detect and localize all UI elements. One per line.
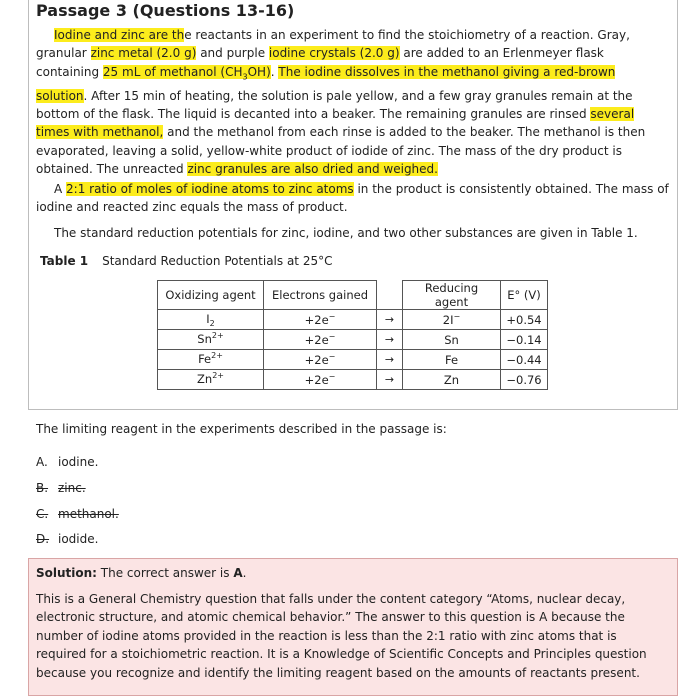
cell-arrow: → [377, 350, 403, 370]
cell-potential: +0.54 [501, 310, 548, 330]
table-row [158, 330, 548, 350]
cell-oxidizing-agent: $Sn^{2+}$ [158, 330, 264, 350]
solution-explanation: This is a General Chemistry question that falls under the content category “Atoms, nuclear decay, electronic structure, and atomic chemical behavior.” The answer to this question is A because the number of iodine atoms provided in the reaction is less than the 2:1 ratio with zinc atoms that is required for a stoichiometric reaction. It is a Knowledge of Scientific Concepts and Principles question because you recognize and identify the limiting reagent based on the amounts of reactants present. [36, 592, 647, 680]
table-caption [40, 254, 332, 268]
cell-electrons: +2e− [264, 310, 377, 330]
cell-arrow: → [377, 370, 403, 390]
header-arrow-spacer [377, 281, 403, 310]
header-electrons-gained: Electrons gained [264, 281, 377, 310]
cell-reducing-agent: Zn [403, 370, 501, 390]
cell-oxidizing-agent: $I_2$ [158, 310, 264, 330]
passage-paragraph-2: A 2:1 ratio of moles of iodine atoms to zinc atoms in the product is consistently obtained. The mass of iodine and reacted zinc equals the mass of product. [36, 182, 669, 215]
cell-oxidizing-agent: $Fe^{2+}$ [158, 350, 264, 370]
cell-reducing-agent: 2I− [403, 310, 501, 330]
highlight-dissolves: The iodine dissolves in the methanol giving a red-brown solution [36, 64, 616, 103]
header-oxidizing-agent: Oxidizing agent [158, 281, 264, 310]
choice-d[interactable]: D. iodide. [36, 532, 99, 546]
cell-potential: −0.14 [501, 330, 548, 350]
cell-potential: −0.44 [501, 350, 548, 370]
passage-paragraph-1: Iodine and zinc are the reactants in an experiment to find the stoichiometry of a reaction. Gray, granular zinc metal (2.0 g) and purple iodine crystals (2.0 g) are added to an Erlenmeyer flask containing 25 mL of methanol $(CH_3OH)$. The iodine dissolves in the methanol giving a red-brown solution. After 15 min of heating, the solution is pale yellow, and a few gray granules remain at the bottom of the flask. The liquid is decanted into a beaker. The remaining granules are rinsed several times with methanol, and the methanol from each rinse is added to the beaker. The methanol is then evaporated, leaving a solid, yellow-white product of iodide of zinc. The mass of the dry product is obtained. The unreacted zinc granules are also dried and weighed. [36, 28, 646, 177]
table-row [158, 350, 548, 370]
highlight-zinc-metal: zinc metal (2.0 g) [90, 46, 197, 61]
highlight-unreacted: zinc granules are also dried and weighed. [187, 162, 438, 177]
table-label: Table 1 [40, 254, 89, 268]
cell-electrons: +2e− [264, 350, 377, 370]
cell-reducing-agent: Fe [403, 350, 501, 370]
solution-answer: A [233, 566, 243, 580]
question-stem: The limiting reagent in the experiments described in the passage is: [36, 422, 447, 436]
table-row [158, 370, 548, 390]
highlight-reactants: Iodine and zinc are th [54, 28, 185, 42]
cell-arrow: → [377, 330, 403, 350]
choice-b[interactable]: B. zinc. [36, 481, 86, 495]
table-row [158, 310, 548, 330]
table-title: Standard Reduction Potentials at 25°C [102, 254, 333, 268]
highlight-iodine-crystals: iodine crystals (2.0 g) [268, 46, 400, 61]
cell-reducing-agent: Sn [403, 330, 501, 350]
highlight-rinsed: several times with methanol, [36, 107, 635, 140]
choice-a[interactable]: A. iodine. [36, 455, 99, 469]
solution-label: Solution: [36, 566, 97, 580]
cell-electrons: +2e− [264, 330, 377, 350]
header-potential: E° (V) [501, 281, 548, 310]
highlight-ratio: 2:1 ratio of moles of iodine atoms to zinc atoms [66, 182, 354, 196]
passage-title: Passage 3 (Questions 13-16) [36, 1, 295, 20]
reduction-potentials-table [157, 280, 548, 390]
choice-c[interactable]: C. methanol. [36, 507, 119, 521]
cell-electrons: +2e− [264, 370, 377, 390]
header-reducing-agent: Reducing agent [403, 281, 501, 310]
cell-potential: −0.76 [501, 370, 548, 390]
table-header-row [158, 281, 548, 310]
passage-paragraph-3: The standard reduction potentials for zinc, iodine, and two other substances are given in Table 1. [54, 226, 638, 240]
cell-oxidizing-agent: $Zn^{2+}$ [158, 370, 264, 390]
cell-arrow: → [377, 310, 403, 330]
highlight-methanol: 25 mL of methanol $(CH_3OH)$ [102, 64, 271, 82]
solution-heading: Solution: The correct answer is A. [36, 566, 247, 580]
